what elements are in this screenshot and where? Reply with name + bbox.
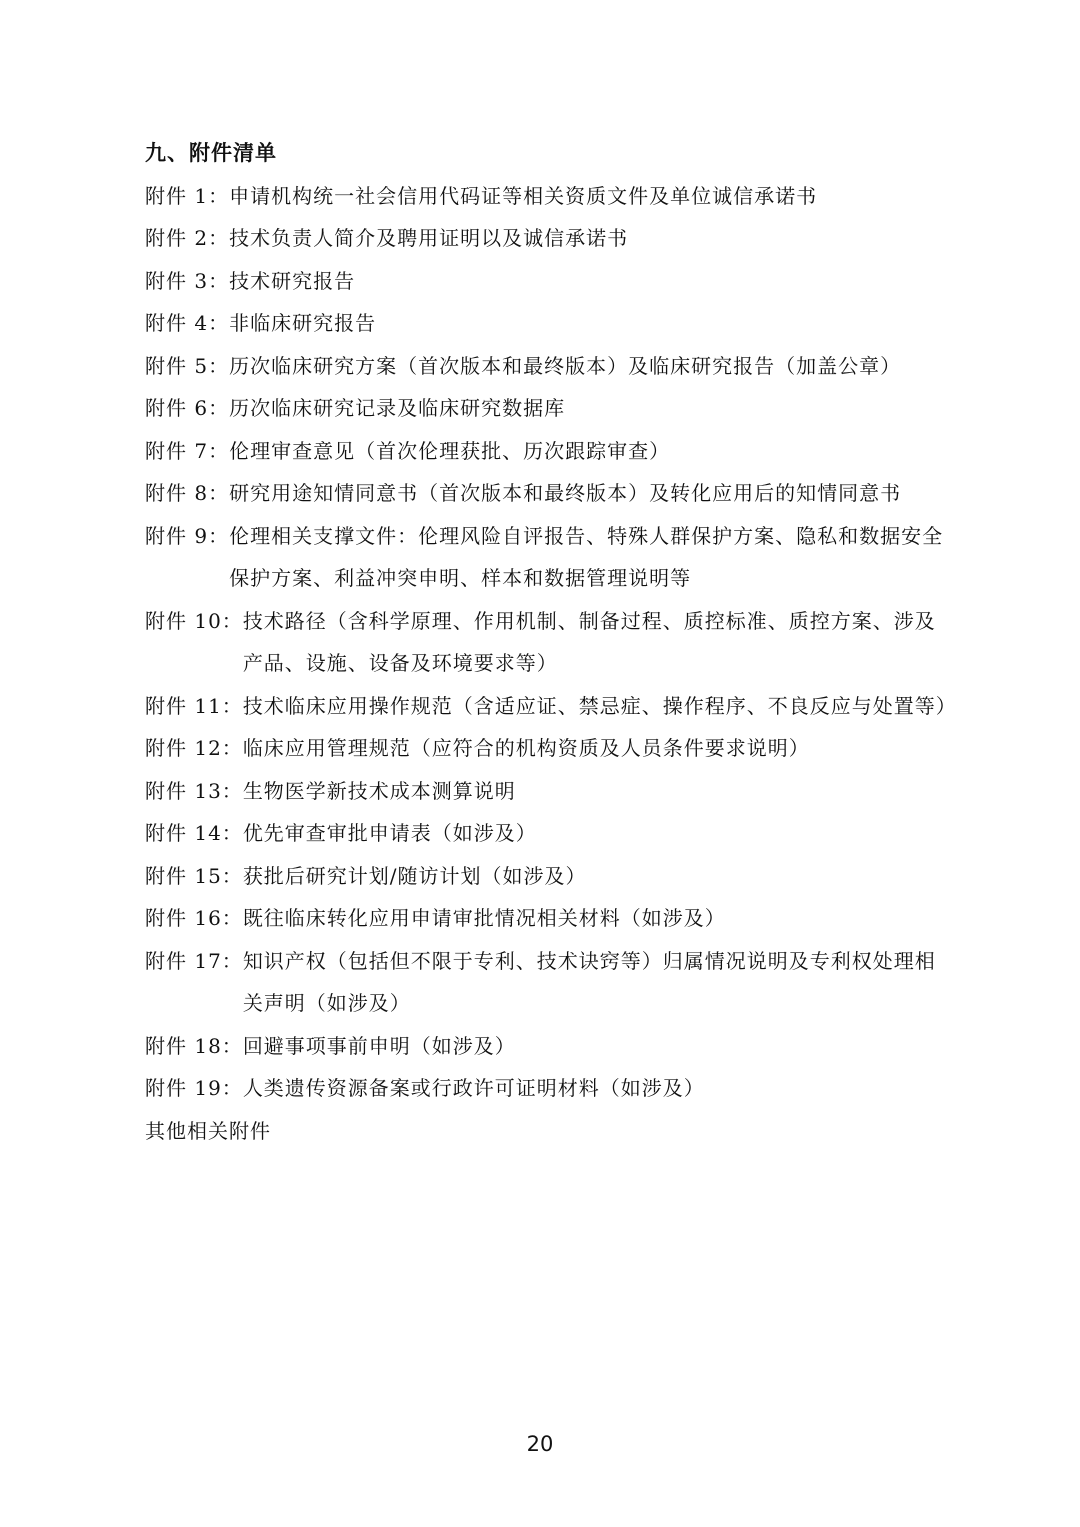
attachment-label: 附件 13：	[145, 778, 243, 803]
attachment-item	[145, 1067, 945, 1110]
attachment-item	[145, 175, 945, 218]
attachment-text: 技术路径（含科学原理、作用机制、制备过程、质控标准、质控方案、涉及产品、设施、设备及环境要求等）	[242, 608, 936, 675]
attachment-text: 历次临床研究记录及临床研究数据库	[229, 396, 566, 420]
attachment-text: 伦理审查意见（首次伦理获批、历次跟踪审查）	[229, 438, 671, 463]
attachment-text: 伦理相关支撑文件：伦理风险自评报告、特殊人群保护方案、隐私和数据安全保护方案、利益冲突申明、样本和数据管理说明等	[229, 523, 944, 590]
attachment-text: 生物医学新技术成本测算说明	[242, 778, 516, 803]
attachment-item	[145, 472, 945, 515]
attachment-label: 附件 17：	[145, 948, 243, 973]
attachment-item	[145, 940, 945, 1025]
attachment-text: 技术临床应用操作规范（含适应证、禁忌症、操作程序、不良反应与处置等）	[242, 693, 957, 718]
attachment-text: 既往临床转化应用申请审批情况相关材料（如涉及）	[242, 906, 726, 930]
attachment-label: 附件 18：	[145, 1033, 243, 1058]
attachment-text: 非临床研究报告	[229, 311, 377, 335]
attachment-item	[145, 345, 945, 388]
attachment-text: 人类遗传资源备案或行政许可证明材料（如涉及）	[242, 1076, 705, 1100]
attachment-text: 临床应用管理规范（应符合的机构资质及人员条件要求说明）	[242, 736, 810, 760]
attachment-label: 附件 12：	[145, 736, 243, 760]
attachment-text: 优先审查审批申请表（如涉及）	[242, 821, 537, 845]
attachment-label: 附件 8：	[145, 481, 230, 505]
attachment-label: 附件 16：	[145, 906, 243, 930]
attachment-label: 附件 10：	[145, 608, 243, 633]
attachment-item	[145, 897, 945, 940]
attachment-item	[145, 812, 945, 855]
attachment-label: 附件 5：	[145, 353, 230, 378]
attachment-label: 附件 14：	[145, 821, 243, 845]
other-attachments: 其他相关附件	[145, 1118, 271, 1143]
attachment-item	[145, 770, 945, 813]
attachment-item	[145, 217, 945, 260]
attachment-text: 研究用途知情同意书（首次版本和最终版本）及转化应用后的知情同意书	[229, 481, 902, 505]
attachment-text: 知识产权（包括但不限于专利、技术诀窍等）归属情况说明及专利权处理相关声明（如涉及）	[242, 948, 936, 1015]
attachment-text: 申请机构统一社会信用代码证等相关资质文件及单位诚信承诺书	[229, 183, 818, 208]
attachment-list	[145, 175, 957, 1110]
attachment-item	[145, 855, 945, 898]
attachment-label: 附件 3：	[145, 268, 230, 293]
attachment-label: 附件 2：	[145, 226, 230, 250]
attachment-list-section	[145, 132, 957, 1152]
attachment-item	[145, 600, 945, 685]
section-title: 九、附件清单	[145, 140, 277, 165]
attachment-text: 回避事项事前申明（如涉及）	[242, 1033, 516, 1058]
attachment-item	[145, 260, 945, 303]
attachment-text: 历次临床研究方案（首次版本和最终版本）及临床研究报告（加盖公章）	[229, 353, 902, 378]
attachment-item	[145, 685, 957, 728]
attachment-item	[145, 430, 945, 473]
attachment-item	[145, 515, 945, 600]
page-number: 20	[526, 1432, 554, 1456]
attachment-text: 技术研究报告	[229, 268, 356, 293]
attachment-label: 附件 15：	[145, 863, 243, 888]
attachment-item	[145, 387, 945, 430]
attachment-label: 附件 9：	[145, 523, 230, 548]
attachment-item	[145, 727, 945, 770]
attachment-label: 附件 11：	[145, 693, 243, 718]
attachment-text: 获批后研究计划/随访计划（如涉及）	[242, 863, 587, 888]
attachment-item	[145, 302, 945, 345]
attachment-label: 附件 4：	[145, 311, 230, 335]
attachment-text: 技术负责人简介及聘用证明以及诚信承诺书	[229, 226, 629, 250]
attachment-label: 附件 6：	[145, 396, 230, 420]
attachment-label: 附件 19：	[145, 1076, 243, 1100]
attachment-label: 附件 1：	[145, 183, 230, 208]
attachment-item	[145, 1025, 945, 1068]
attachment-label: 附件 7：	[145, 438, 230, 463]
